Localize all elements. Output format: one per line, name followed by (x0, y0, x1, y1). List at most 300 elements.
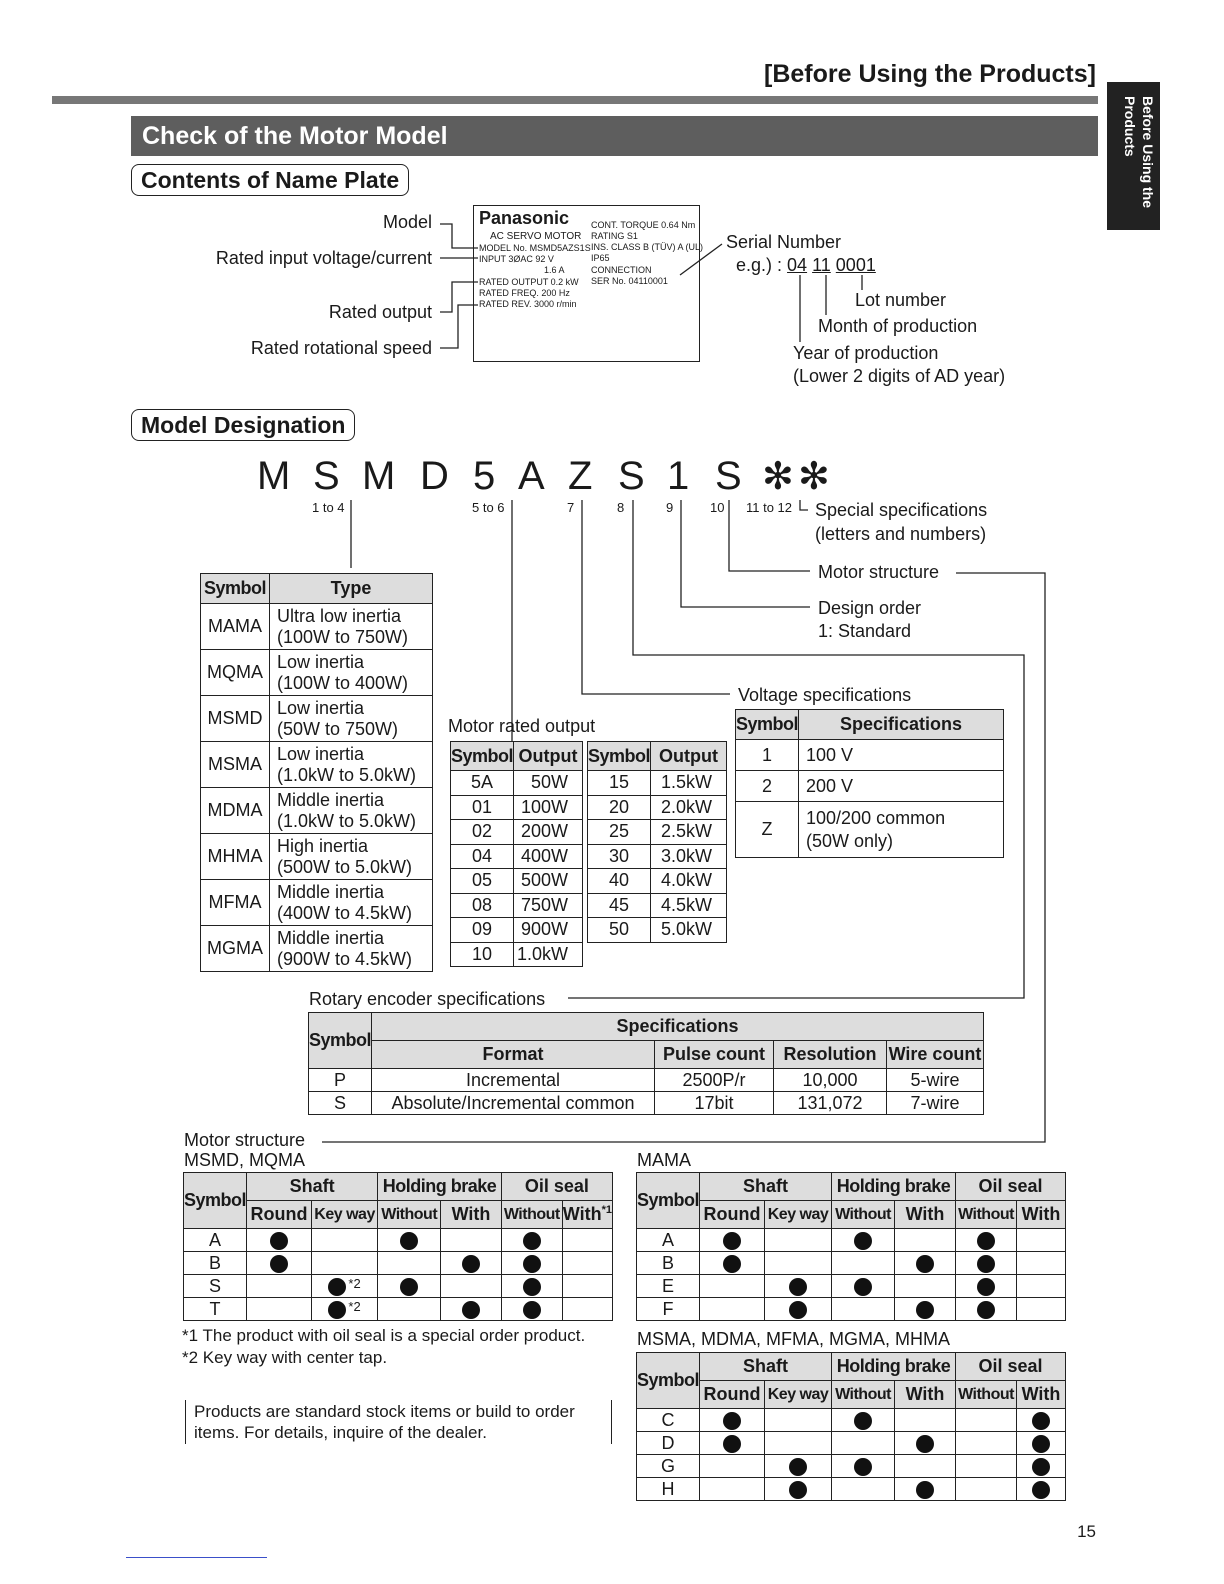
struct1-symbol: T (184, 1298, 247, 1321)
output2-row (588, 844, 727, 869)
filled-dot-icon (400, 1232, 418, 1250)
type-desc (270, 880, 433, 926)
encoder-header-wire: Wire count (887, 1041, 984, 1069)
output2-row (588, 869, 727, 894)
plate-current: 1.6 A (544, 265, 565, 275)
struct3-cell (956, 1478, 1017, 1501)
type-desc (270, 650, 433, 696)
struct1-cell (378, 1298, 441, 1321)
output1-header-symbol: Symbol (451, 742, 514, 771)
plate-model: MODEL No. MSMD5AZS1S (479, 243, 591, 253)
filled-dot-icon (523, 1301, 541, 1319)
type-header-type: Type (270, 574, 433, 604)
plate-rated-rev: RATED REV. 3000 r/min (479, 299, 577, 309)
struct3-cell (765, 1455, 832, 1478)
filled-dot-icon (523, 1255, 541, 1273)
model-char-5: 5 (473, 454, 496, 498)
plate-ins-class: INS. CLASS B (TÜV) A (UL) (591, 242, 704, 252)
struct3-h-keyway: Key way (765, 1381, 832, 1409)
output1-row (451, 771, 583, 796)
pos-10: 10 (710, 500, 725, 515)
struct1-cell (247, 1275, 312, 1298)
struct1-footnote-ref: *1 (601, 1204, 612, 1216)
filled-dot-icon (523, 1278, 541, 1296)
output1-row (451, 820, 583, 845)
pos-11-12: 11 to 12 (746, 500, 793, 515)
struct3-h-brake: Holding brake (832, 1353, 956, 1381)
struct2-h-brake-without: Without (832, 1201, 895, 1229)
struct3-cell (832, 1409, 895, 1432)
encoder-pulse: 17bit (655, 1092, 774, 1115)
type-row (201, 880, 433, 926)
output2-row (588, 771, 727, 796)
type-symbol: MFMA (201, 880, 270, 926)
motor-rated-output-label: Motor rated output (448, 716, 596, 736)
serial-month: 11 (812, 255, 831, 275)
plate-rating: RATING S1 (591, 231, 638, 241)
struct1-h-round: Round (247, 1201, 312, 1229)
struct3-cell (895, 1432, 956, 1455)
filled-dot-icon (1032, 1481, 1050, 1499)
filled-dot-icon (789, 1278, 807, 1296)
struct2-h-keyway: Key way (765, 1201, 832, 1229)
output1-row (451, 918, 583, 943)
type-symbol: MHMA (201, 834, 270, 880)
struct1-h-shaft: Shaft (247, 1173, 378, 1201)
design-order-label: Design order (818, 598, 922, 618)
serial-example (736, 255, 876, 276)
filled-dot-icon (789, 1481, 807, 1499)
stock-note-box (185, 1400, 612, 1444)
struct1-symbol: B (184, 1252, 247, 1275)
encoder-wire: 7-wire (887, 1092, 984, 1115)
output-table-1 (450, 741, 583, 967)
type-desc-line2: (400W to 4.5kW) (277, 902, 413, 923)
struct2-header-row (637, 1173, 1066, 1201)
type-desc-line2: (500W to 5.0kW) (277, 856, 413, 877)
struct3-cell (1017, 1478, 1066, 1501)
struct2-h-oil-with: With (1017, 1201, 1066, 1229)
voltage-table (735, 709, 1004, 858)
section-title: Check of the Motor Model (131, 116, 1098, 156)
struct2-row (637, 1252, 1066, 1275)
encoder-row (309, 1092, 984, 1115)
output2-value: 4.0kW (651, 869, 727, 894)
encoder-symbol: S (309, 1092, 372, 1115)
pos-5-6: 5 to 6 (472, 500, 505, 515)
filled-dot-icon (328, 1301, 346, 1319)
output2-value: 3.0kW (651, 844, 727, 869)
type-symbol: MSMA (201, 742, 270, 788)
filled-dot-icon (723, 1255, 741, 1273)
plate-connection: CONNECTION (591, 265, 652, 275)
special-spec-note: (letters and numbers) (815, 524, 987, 544)
struct2-cell (832, 1275, 895, 1298)
struct1-row (184, 1229, 613, 1252)
struct1-grid (183, 1172, 613, 1321)
struct1-h-keyway: Key way (311, 1201, 377, 1229)
encoder-header-resolution: Resolution (774, 1041, 887, 1069)
output1-symbol: 10 (451, 942, 514, 967)
struct3-cell (1017, 1409, 1066, 1432)
struct1-header-row (184, 1173, 613, 1201)
struct3-h-shaft: Shaft (700, 1353, 832, 1381)
struct1-keyway-note: *2 (348, 1275, 361, 1291)
structure-title: Motor structure (184, 1130, 306, 1150)
struct3-cell (700, 1455, 765, 1478)
model-designation-heading: Model Designation (131, 409, 355, 441)
voltage-spec-line1: 100/200 common (806, 807, 946, 828)
output2-symbol: 20 (588, 795, 651, 820)
struct3-cell (832, 1455, 895, 1478)
struct2-cell (956, 1229, 1017, 1252)
struct3-row (637, 1455, 1066, 1478)
type-row (201, 696, 433, 742)
struct3-h-oil: Oil seal (956, 1353, 1066, 1381)
struct3-cell (765, 1409, 832, 1432)
plate-ip: IP65 (591, 253, 610, 263)
output1-symbol: 09 (451, 918, 514, 943)
struct2-row (637, 1229, 1066, 1252)
stock-note-line2: items. For details, inquire of the dealer. (194, 1423, 487, 1442)
output2-symbol: 15 (588, 771, 651, 796)
struct2-cell (1017, 1229, 1066, 1252)
struct2-h-brake-with: With (895, 1201, 956, 1229)
output2-row (588, 820, 727, 845)
output1-header-output: Output (514, 742, 583, 771)
struct1-cell (562, 1229, 612, 1252)
voltage-row (736, 771, 1004, 802)
struct1-h-oil-without: Without (501, 1201, 562, 1229)
label-rated-speed: Rated rotational speed (250, 338, 432, 358)
model-char-11: ✻ (762, 456, 794, 498)
struct1-cell (501, 1298, 562, 1321)
year-note: (Lower 2 digits of AD year) (793, 366, 1006, 386)
structure-t3-title: MSMA, MDMA, MFMA, MGMA, MHMA (637, 1329, 950, 1349)
struct2-cell (1017, 1252, 1066, 1275)
struct2-cell (895, 1252, 956, 1275)
page-header-title: [Before Using the Products] (764, 60, 1096, 88)
type-desc (270, 788, 433, 834)
output1-symbol: 01 (451, 795, 514, 820)
output-table-2 (587, 741, 727, 943)
struct2-cell (956, 1298, 1017, 1321)
side-tab-label: Before Using the Products (1122, 96, 1156, 209)
struct1-row (184, 1275, 613, 1298)
struct3-symbol: C (637, 1409, 700, 1432)
voltage-symbol: Z (736, 802, 799, 858)
type-desc (270, 834, 433, 880)
type-desc-line1: Ultra low inertia (277, 605, 402, 626)
rotary-encoder-label: Rotary encoder specifications (309, 989, 546, 1009)
voltage-header-symbol: Symbol (736, 710, 799, 740)
struct2-cell (895, 1275, 956, 1298)
struct3-h-brake-without: Without (832, 1381, 895, 1409)
type-row (201, 650, 433, 696)
struct2-h-symbol: Symbol (637, 1173, 700, 1229)
type-desc-line1: Low inertia (277, 743, 365, 764)
encoder-resolution: 131,072 (774, 1092, 887, 1115)
output2-header-output: Output (651, 742, 727, 771)
voltage-spec-line2: (50W only) (806, 830, 894, 851)
filled-dot-icon (523, 1232, 541, 1250)
struct3-h-symbol: Symbol (637, 1353, 700, 1409)
struct1-cell (311, 1252, 377, 1275)
plate-input: INPUT 3ØAC 92 V (479, 254, 554, 264)
filled-dot-icon (400, 1278, 418, 1296)
struct2-h-brake: Holding brake (832, 1173, 956, 1201)
struct1-h-brake: Holding brake (378, 1173, 502, 1201)
struct1-h-oil-with: With$^{*1}$ (562, 1201, 612, 1229)
struct2-cell (956, 1252, 1017, 1275)
model-char-2: S (313, 454, 340, 498)
struct3-cell (1017, 1455, 1066, 1478)
encoder-row (309, 1069, 984, 1092)
struct2-cell (832, 1229, 895, 1252)
plate-type: AC SERVO MOTOR (490, 231, 582, 242)
output2-value: 5.0kW (651, 918, 727, 943)
type-header-symbol: Symbol (201, 574, 270, 604)
filled-dot-icon (1032, 1412, 1050, 1430)
filled-dot-icon (977, 1278, 995, 1296)
output1-row (451, 795, 583, 820)
pos-8: 8 (617, 500, 625, 515)
struct3-h-round: Round (700, 1381, 765, 1409)
plate-torque: CONT. TORQUE 0.64 Nm (591, 220, 696, 230)
output1-value: 200W (514, 820, 583, 845)
struct3-cell (895, 1455, 956, 1478)
plate-rated-freq: RATED FREQ. 200 Hz (479, 288, 570, 298)
output2-row (588, 893, 727, 918)
struct2-cell (765, 1229, 832, 1252)
output1-row (451, 942, 583, 967)
filled-dot-icon (854, 1412, 872, 1430)
struct1-symbol: A (184, 1229, 247, 1252)
struct2-symbol: F (637, 1298, 700, 1321)
struct1-cell (378, 1229, 441, 1252)
filled-dot-icon (916, 1481, 934, 1499)
structure-table-msma (636, 1352, 1066, 1501)
encoder-header-symbol: Symbol (309, 1013, 372, 1069)
special-spec-label: Special specifications (815, 500, 988, 520)
struct1-cell (562, 1298, 612, 1321)
month-label: Month of production (818, 316, 978, 336)
output1-symbol: 5A (451, 771, 514, 796)
filled-dot-icon (977, 1301, 995, 1319)
output1-value: 50W (514, 771, 583, 796)
struct3-symbol: D (637, 1432, 700, 1455)
struct2-h-oil-without: Without (956, 1201, 1017, 1229)
type-desc-line2: (1.0kW to 5.0kW) (277, 764, 417, 785)
type-desc-line1: Low inertia (277, 697, 365, 718)
voltage-spec (799, 740, 1004, 771)
struct3-symbol: G (637, 1455, 700, 1478)
output2-row (588, 795, 727, 820)
encoder-resolution: 10,000 (774, 1069, 887, 1092)
voltage-spec (799, 802, 1004, 858)
type-desc-line1: Middle inertia (277, 927, 385, 948)
struct2-cell (1017, 1298, 1066, 1321)
encoder-format: Incremental (372, 1069, 655, 1092)
struct2-cell (1017, 1275, 1066, 1298)
filled-dot-icon (977, 1255, 995, 1273)
model-char-3: M (362, 454, 396, 498)
lot-number-label: Lot number (855, 290, 947, 310)
encoder-pulse: 2500P/r (655, 1069, 774, 1092)
output1-value: 500W (514, 869, 583, 894)
struct1-cell (247, 1229, 312, 1252)
struct3-cell (700, 1432, 765, 1455)
filled-dot-icon (270, 1255, 288, 1273)
struct2-cell (765, 1298, 832, 1321)
type-row (201, 604, 433, 650)
filled-dot-icon (854, 1278, 872, 1296)
label-rated-input: Rated input voltage/current (215, 248, 432, 268)
struct1-cell (311, 1275, 377, 1298)
type-row (201, 788, 433, 834)
model-char-6: A (518, 454, 545, 498)
voltage-spec-label: Voltage specifications (738, 685, 912, 705)
output1-value: 900W (514, 918, 583, 943)
model-char-10: S (715, 454, 742, 498)
voltage-symbol: 2 (736, 771, 799, 802)
type-desc-line2: (100W to 750W) (277, 626, 409, 647)
struct3-h-brake-with: With (895, 1381, 956, 1409)
filled-dot-icon (723, 1435, 741, 1453)
model-char-8: S (618, 454, 645, 498)
struct2-cell (895, 1229, 956, 1252)
output2-value: 4.5kW (651, 893, 727, 918)
struct3-row (637, 1409, 1066, 1432)
type-symbol: MGMA (201, 926, 270, 972)
output1-symbol: 04 (451, 844, 514, 869)
struct3-cell (956, 1455, 1017, 1478)
struct1-cell (501, 1229, 562, 1252)
struct2-cell (832, 1252, 895, 1275)
type-desc-line2: (900W to 4.5kW) (277, 948, 413, 969)
struct2-cell (765, 1275, 832, 1298)
type-desc-line1: Middle inertia (277, 789, 385, 810)
plate-serial: SER No. 04110001 (591, 276, 668, 286)
type-desc (270, 696, 433, 742)
struct2-cell (700, 1275, 765, 1298)
struct1-symbol: S (184, 1275, 247, 1298)
struct2-grid (636, 1172, 1066, 1321)
serial-title: Serial Number (726, 232, 842, 252)
filled-dot-icon (1032, 1435, 1050, 1453)
struct1-cell (441, 1252, 502, 1275)
struct1-row (184, 1298, 613, 1321)
struct1-cell (562, 1275, 612, 1298)
struct2-cell (832, 1298, 895, 1321)
encoder-format: Absolute/Incremental common (372, 1092, 655, 1115)
filled-dot-icon (723, 1232, 741, 1250)
structure-table-msmd-mqma (183, 1172, 613, 1321)
struct3-cell (832, 1478, 895, 1501)
output1-symbol: 05 (451, 869, 514, 894)
label-model: Model (382, 212, 432, 232)
struct3-cell (700, 1409, 765, 1432)
filled-dot-icon (328, 1278, 346, 1296)
name-plate-heading: Contents of Name Plate (131, 164, 409, 196)
struct2-cell (895, 1298, 956, 1321)
output2-symbol: 50 (588, 918, 651, 943)
model-char-12: ✻ (798, 456, 830, 498)
struct1-cell (247, 1252, 312, 1275)
voltage-spec-line1: 100 V (806, 744, 854, 765)
filled-dot-icon (789, 1458, 807, 1476)
encoder-header-format: Format (372, 1041, 655, 1069)
struct1-cell (378, 1275, 441, 1298)
struct2-cell (700, 1298, 765, 1321)
struct2-row (637, 1298, 1066, 1321)
output2-header-symbol: Symbol (588, 742, 651, 771)
struct3-cell (765, 1478, 832, 1501)
filled-dot-icon (854, 1458, 872, 1476)
model-char-9: 1 (667, 454, 690, 498)
filled-dot-icon (1032, 1458, 1050, 1476)
struct2-cell (700, 1229, 765, 1252)
voltage-header-spec: Specifications (799, 710, 1004, 740)
serial-year: 04 (787, 255, 808, 275)
struct2-h-shaft: Shaft (700, 1173, 832, 1201)
output2-symbol: 40 (588, 869, 651, 894)
type-symbol: MQMA (201, 650, 270, 696)
struct2-symbol: B (637, 1252, 700, 1275)
struct3-cell (765, 1432, 832, 1455)
struct1-cell (501, 1252, 562, 1275)
plate-brand: Panasonic (479, 208, 570, 228)
output1-row (451, 893, 583, 918)
output2-row (588, 918, 727, 943)
struct1-h-symbol: Symbol (184, 1173, 247, 1229)
struct2-h-round: Round (700, 1201, 765, 1229)
stock-note-line1: Products are standard stock items or build to order (194, 1402, 575, 1421)
struct1-row (184, 1252, 613, 1275)
struct1-cell (247, 1298, 312, 1321)
type-symbol: MSMD (201, 696, 270, 742)
type-desc (270, 926, 433, 972)
type-desc (270, 742, 433, 788)
model-char-1: M (257, 454, 291, 498)
structure-table-mama (636, 1172, 1066, 1321)
struct3-grid (636, 1352, 1066, 1501)
filled-dot-icon (270, 1232, 288, 1250)
output2-symbol: 30 (588, 844, 651, 869)
struct2-cell (700, 1252, 765, 1275)
voltage-row (736, 740, 1004, 771)
type-desc-line2: (1.0kW to 5.0kW) (277, 810, 417, 831)
struct3-subheader-row (637, 1381, 1066, 1409)
struct1-cell (441, 1229, 502, 1252)
struct3-cell (895, 1478, 956, 1501)
name-plate (473, 205, 704, 362)
encoder-header-pulse: Pulse count (655, 1041, 774, 1069)
filled-dot-icon (723, 1412, 741, 1430)
encoder-header-spec: Specifications (372, 1013, 984, 1041)
struct3-h-oil-with: With (1017, 1381, 1066, 1409)
voltage-spec (799, 771, 1004, 802)
struct1-cell (501, 1275, 562, 1298)
output2-value: 2.5kW (651, 820, 727, 845)
output1-value: 400W (514, 844, 583, 869)
output2-symbol: 45 (588, 893, 651, 918)
type-desc-line1: High inertia (277, 835, 369, 856)
plate-rated-output: RATED OUTPUT 0.2 kW (479, 277, 579, 287)
struct1-cell (441, 1298, 502, 1321)
filled-dot-icon (462, 1301, 480, 1319)
motor-structure-label: Motor structure (818, 562, 940, 582)
